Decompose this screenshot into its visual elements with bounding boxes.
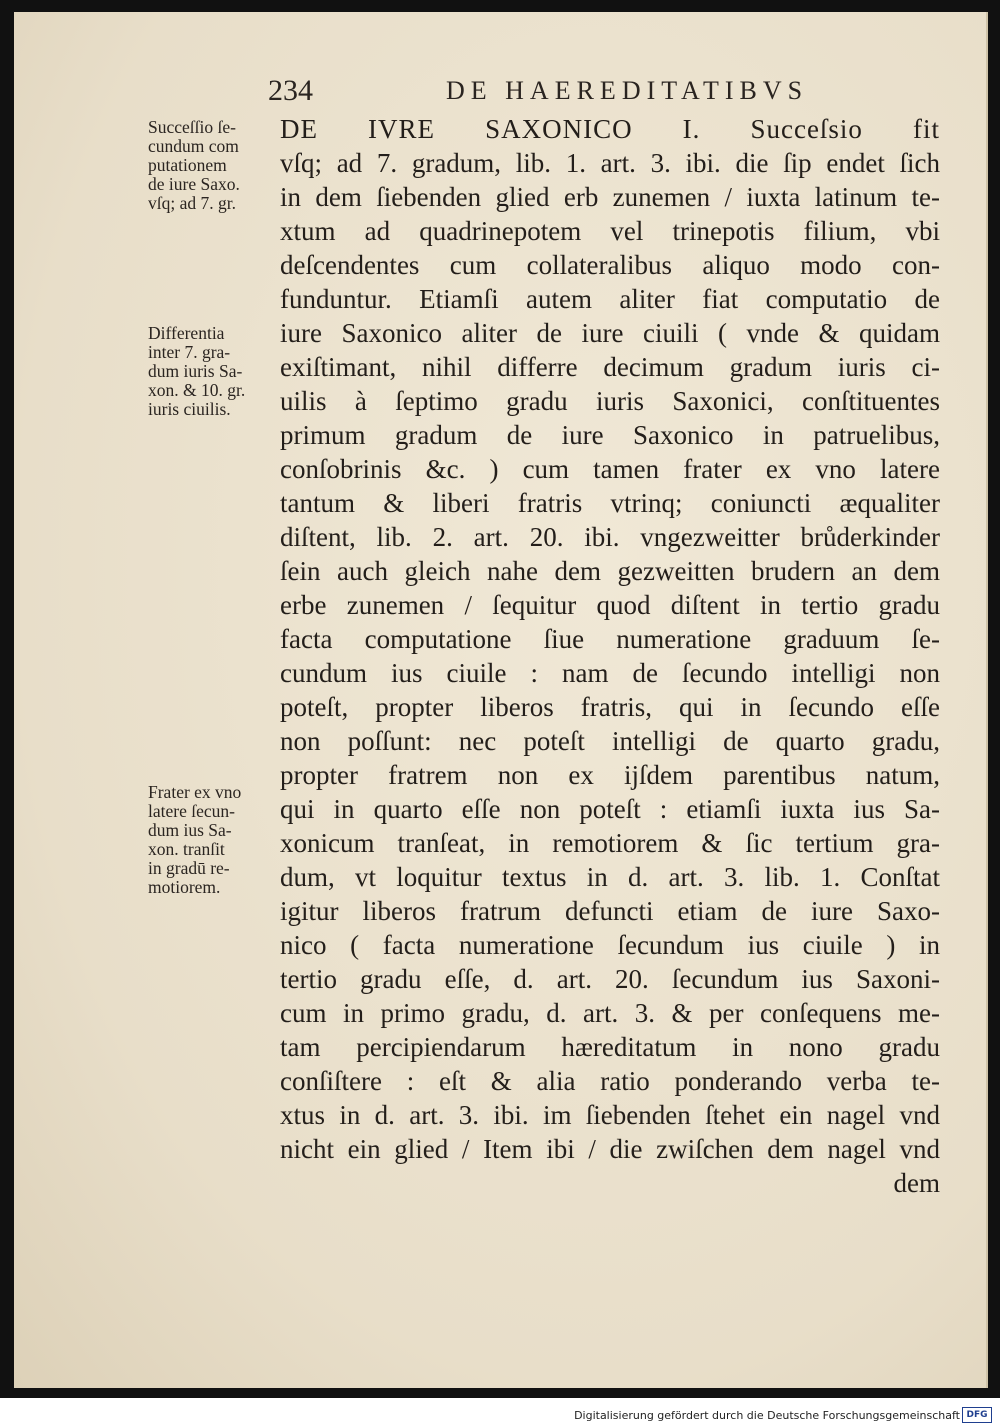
text-line: funduntur. Etiamſi autem aliter fiat computatio de	[280, 284, 940, 314]
text-line: propter fratrem non ex ijſdem parentibus natum,	[280, 760, 940, 790]
page-header	[268, 74, 868, 110]
text-line: xtus in d. art. 3. ibi. im ſiebenden ſtehet ein nagel vnd	[280, 1100, 940, 1130]
text-line: diſtent, lib. 2. art. 20. ibi. vngezweitter brůderkinder	[280, 522, 940, 552]
text-line: erbe zunemen / ſequitur quod diſtent in tertio gradu	[280, 590, 940, 620]
text-line: uilis à ſeptimo gradu iuris Saxonici, conſtituentes	[280, 386, 940, 416]
text-line: nico ( facta numeratione ſecundum ius ciuile ) in	[280, 930, 940, 960]
text-line: exiſtimant, nihil differre decimum gradum iuris ci-	[280, 352, 940, 382]
text-line: conſiſtere : eſt & alia ratio ponderando verba te-	[280, 1066, 940, 1096]
text-line: xonicum tranſeat, in remotiorem & ſic tertium gra-	[280, 828, 940, 858]
text-line: xtum ad quadrinepotem vel trinepotis filium, vbi	[280, 216, 940, 246]
text-line: dum, vt loquitur textus in d. art. 3. lib. 1. Conſtat	[280, 862, 940, 892]
text-line: primum gradum de iure Saxonico in patruelibus,	[280, 420, 940, 450]
text-line: ſein auch gleich nahe dem gezweitten brudern an dem	[280, 556, 940, 586]
catchword: dem	[893, 1168, 940, 1198]
text-line: tertio gradu eſſe, d. art. 20. ſecundum ius Saxoni-	[280, 964, 940, 994]
text-line: conſobrinis &c. ) cum tamen frater ex vno latere	[280, 454, 940, 484]
page-number: 234	[268, 74, 313, 107]
text-line: DE IVRE SAXONICO I. Succeſsio fit	[280, 114, 940, 144]
text-line: poteſt, propter liberos fratris, qui in ſecundo eſſe	[280, 692, 940, 722]
text-line: qui in quarto eſſe non poteſt : etiamſi iuxta ius Sa-	[280, 794, 940, 824]
text-line: non poſſunt: nec poteſt intelligi de quarto gradu,	[280, 726, 940, 756]
text-line: iure Saxonico aliter de iure ciuili ( vnde & quidam	[280, 318, 940, 348]
text-line: nicht ein glied / Item ibi / die zwiſchen dem nagel vnd	[280, 1134, 940, 1164]
margin-note: Differentia inter 7. gra- dum iuris Sa- xon. & 10. gr. iuris ciuilis.	[148, 323, 246, 419]
running-head: DE HAEREDITATIBVS	[446, 76, 809, 105]
funding-credit: Digitalisierung gefördert durch die Deutsche Forschungsgemeinschaft	[574, 1409, 960, 1422]
margin-note: Succeſſio ſe- cundum com putationem de iure Saxo. vſq; ad 7. gr.	[148, 117, 240, 213]
body-text	[280, 112, 940, 1200]
text-line: cundum ius ciuile : nam de ſecundo intelligi non	[280, 658, 940, 688]
text-line: cum in primo gradu, d. art. 3. & per conſequens me-	[280, 998, 940, 1028]
margin-note: Frater ex vno latere ſecun- dum ius Sa- xon. tranſit in gradū re- motiorem.	[148, 782, 242, 897]
text-line: tam percipiendarum hæreditatum in nono gradu	[280, 1032, 940, 1062]
text-line: vſq; ad 7. gradum, lib. 1. art. 3. ibi. die ſip endet ſich	[280, 148, 940, 178]
text-line: deſcendentes cum collateralibus aliquo modo con-	[280, 250, 940, 280]
text-line: tantum & liberi fratris vtrinq; coniuncti æqualiter	[280, 488, 940, 518]
text-line: in dem ſiebenden glied erb zunemen / iuxta latinum te-	[280, 182, 940, 212]
text-line: igitur liberos fratrum defuncti etiam de iure Saxo-	[280, 896, 940, 926]
text-line: facta computatione ſiue numeratione graduum ſe-	[280, 624, 940, 654]
dfg-logo: DFG	[962, 1407, 992, 1423]
